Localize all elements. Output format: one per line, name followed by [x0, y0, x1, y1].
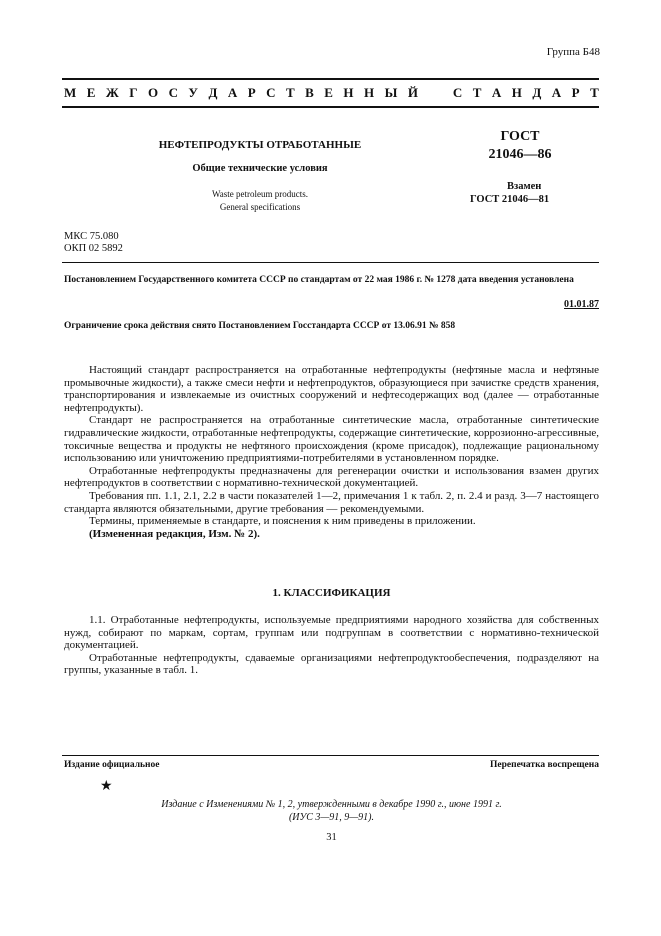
banner-letter: У — [188, 85, 198, 100]
intro-body — [64, 364, 599, 540]
interstate-standard-banner — [64, 85, 599, 101]
banner-letter: В — [305, 85, 314, 100]
banner-letter: С — [168, 85, 178, 100]
banner-letter: А — [227, 85, 238, 100]
banner-letter: Е — [86, 85, 96, 100]
footer-rule — [62, 755, 599, 756]
decree-text: Постановлением Государственного комитета СССР по стандартам от 22 мая 1986 г. № 1278 дата введения установлена — [64, 275, 574, 285]
english-title-line1: Waste petroleum products. — [212, 189, 308, 199]
intro-paragraph-3: Отработанные нефтепродукты предназначены для регенерации очистки и использования взамен других нефтепродуктов в соответствии с нормативно-технической документацией. — [64, 464, 599, 490]
banner-letter — [428, 85, 442, 101]
okp-code: ОКП 02 5892 — [64, 243, 123, 254]
banner-letter: Н — [343, 85, 354, 100]
banner-letter: О — [147, 85, 159, 100]
banner-letter: Ж — [105, 85, 119, 100]
intro-paragraph-4: Требования пп. 1.1, 2.1, 2.2 в части показателей 1—2, примечания 1 к табл. 2, п. 2.4 и разд. 3—7 настоящего стандарта являются обязательными, другие требования — рекомендуемыми. — [64, 489, 599, 515]
codes-rule — [62, 262, 599, 263]
star-icon: ★ — [100, 779, 113, 794]
banner-letter: А — [551, 85, 562, 100]
amendment-note: (Измененная редакция, Изм. № 2). — [89, 527, 260, 540]
section-1-paragraph-1: 1.1. Отработанные нефтепродукты, используемые предприятиями народного хозяйства для собственных нужд, собирают по маркам, сортам, группам или подгруппам в соответствии с нормативно-технической документацией. — [64, 614, 599, 652]
banner-letter: С — [452, 85, 463, 100]
banner-letter: М — [64, 85, 77, 100]
banner-letter: А — [491, 85, 502, 100]
gost-label: ГОСТ — [500, 129, 540, 144]
classification-codes — [64, 231, 123, 255]
edition-note — [64, 798, 599, 824]
section-1-paragraph-2: Отработанные нефтепродукты, сдаваемые организациями нефтепродуктообеспечения, подразделяют на группы, указанные в табл. 1. — [64, 651, 599, 677]
banner-letter: Н — [364, 85, 375, 100]
replaces-value: ГОСТ 21046—81 — [470, 194, 550, 205]
intro-paragraph-2: Стандарт не распространяется на отработанные синтетические масла, отработанные синтетические гидравлические жидкости, отработанные нефтепродукты, содержащие синтетические, коррозионно-агрессивные, токсичные вещества и продукты не нефтяного происхождения (кроме присадок), подлежащие рациональному использованию или уничтожению предприятиями-потребителями в установленном порядке. — [64, 414, 599, 465]
mks-code: МКС 75.080 — [64, 231, 119, 242]
gost-number: 21046—86 — [488, 147, 552, 162]
banner-letter: Й — [407, 85, 418, 100]
banner-letter: Ы — [384, 85, 398, 100]
document-subtitle: Общие технические условия — [192, 163, 328, 174]
banner-letter: Н — [511, 85, 522, 100]
english-title — [120, 188, 400, 214]
banner-letter: Д — [208, 85, 218, 100]
official-edition: Издание официальное — [64, 760, 160, 770]
banner-letter: Т — [472, 85, 482, 100]
banner-letter: С — [266, 85, 276, 100]
banner-letter: Г — [129, 85, 138, 100]
edition-line-2: (ИУС 3—91, 9—91). — [288, 812, 375, 823]
replaces-block — [470, 180, 590, 206]
banner-letter: Р — [247, 85, 256, 100]
banner-letter: Д — [532, 85, 542, 100]
validity-limit-note: Ограничение срока действия снято Постановлением Госстандарта СССР от 13.06.91 № 858 — [64, 321, 456, 331]
reprint-prohibited: Перепечатка воспрещена — [489, 760, 599, 770]
banner-rule — [62, 106, 599, 108]
intro-paragraph-5: Термины, применяемые в стандарте, и пояснения к ним приведены в приложении. — [89, 515, 476, 528]
replaces-label: Взамен — [507, 181, 542, 192]
banner-letter: Р — [571, 85, 580, 100]
intro-paragraph-1: Настоящий стандарт распространяется на отработанные нефтепродукты (нефтяные масла и нефтяные промывочные жидкости), а также смеси нефти и нефтепродуктов, образующиеся при зачистке средств хранения, транспортирования и извлекаемые из очистных сооружений и нефтесодержащих вод (далее — отработанные нефтепродукты). — [64, 364, 599, 414]
gost-designation — [470, 128, 570, 164]
edition-line-1: Издание с Изменениями № 1, 2, утвержденными в декабре 1990 г., июне 1991 г. — [161, 799, 502, 810]
banner-letter: Е — [324, 85, 333, 100]
top-rule — [62, 78, 599, 80]
page-number: 31 — [326, 832, 337, 843]
banner-letter: Т — [590, 85, 599, 100]
english-title-line2: General specifications — [219, 202, 301, 212]
effective-date: 01.01.87 — [564, 299, 599, 310]
section-1-title: 1. КЛАССИФИКАЦИЯ — [272, 587, 391, 599]
group-code: Группа Б48 — [546, 46, 600, 58]
section-1-body — [64, 614, 599, 677]
banner-letter: Т — [286, 85, 295, 100]
document-title: НЕФТЕПРОДУКТЫ ОТРАБОТАННЫЕ — [158, 139, 362, 151]
